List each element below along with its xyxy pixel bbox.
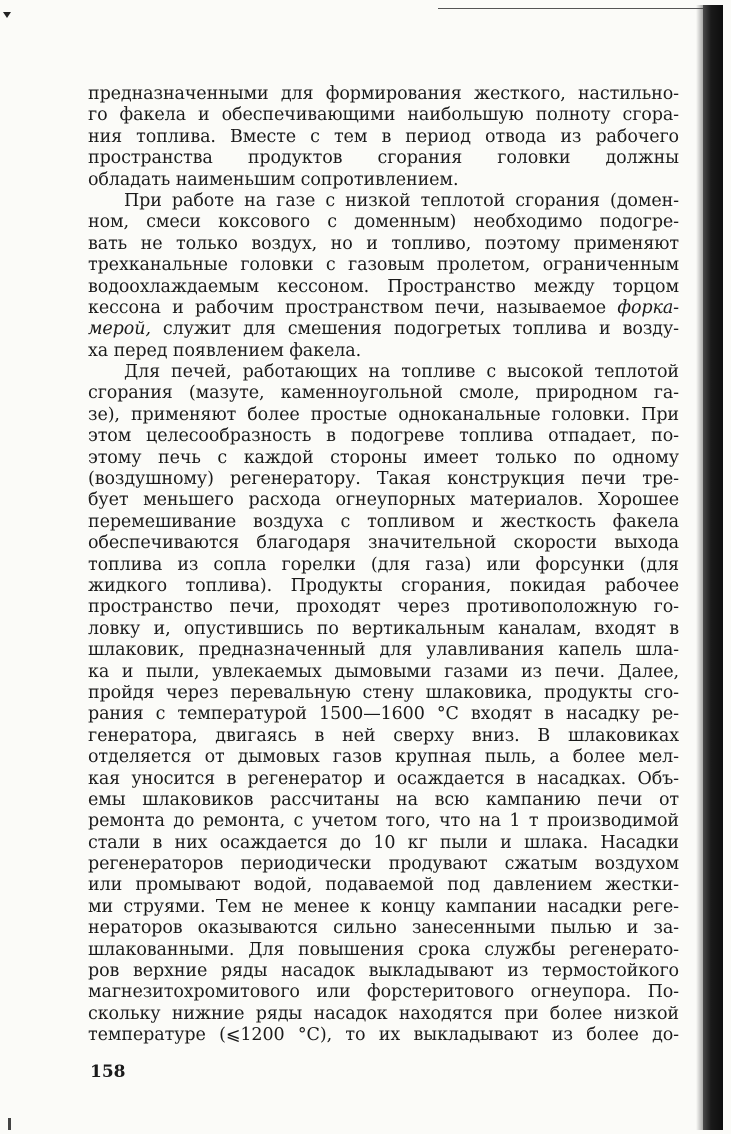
text-line: Для печей, работающих на топливе с высокой теплотой [124, 362, 679, 383]
text-line: стали в них осаждается до 10 кг пыли и шлака. Насадки [88, 832, 679, 853]
text-line: пространство печи, проходят через противоположную го- [88, 597, 679, 618]
text-line: кая уносится в регенератор и осаждается в насадках. Объ- [88, 768, 679, 789]
text-line: бует меньшего расхода огнеупорных материалов. Хорошее [88, 490, 679, 511]
text-line: этому печь с каждой стороны имеет только по одному [88, 447, 679, 468]
text-line: предназначенными для формирования жесткого, настильно- [88, 84, 679, 104]
text-line: этом целесообразность в подогреве топлива отпадает, по- [88, 426, 679, 447]
text-line: пространства продуктов сгорания головки должны [88, 148, 679, 169]
text-line: ловку и, опустившись по вертикальным каналам, входят в [88, 618, 679, 639]
text-line: магнезитохромитового или форстеритового огнеупора. По- [88, 982, 679, 1003]
text-line: жидкого топлива). Продукты сгорания, покидая рабочее [88, 575, 679, 596]
text-line: ха перед появлением факела. [88, 340, 362, 361]
text-line: шлакованными. Для повышения срока службы регенерато- [88, 939, 679, 960]
text-line: температуре (⩽1200 °С), то их выкладывают из более до- [88, 1025, 679, 1046]
text-segment: кессона и рабочим пространством печи, называемое [88, 297, 618, 318]
text-line: зе), применяют более простые одноканальные головки. При [88, 404, 679, 425]
text-line: или промывают водой, подаваемой под давлением жестки- [88, 875, 679, 896]
text-line: ном, смеси коксового с доменным) необходимо подогре- [88, 212, 679, 233]
text-line: ми струями. Тем не менее к концу кампании насадки реге- [88, 896, 679, 917]
italic-term: мерой, [88, 319, 151, 340]
text-line: регенераторов периодически продувают сжатым воздухом [88, 854, 679, 875]
top-rule [438, 8, 703, 9]
text-line: ния топлива. Вместе с тем в период отвода из рабочего [88, 126, 679, 147]
text-line: отделяется от дымовых газов крупная пыль, а более мел- [88, 747, 679, 768]
page-edge-binding [703, 5, 723, 1130]
text-line: генератора, двигаясь в ней сверху вниз. В шлаковиках [88, 725, 679, 746]
text-line: ка и пыли, увлекаемых дымовыми газами из печи. Далее, [88, 661, 679, 682]
text-line: обладать наименьшим сопротивлением. [88, 169, 459, 190]
text-line: ров верхние ряды насадок выкладывают из термостойкого [88, 961, 679, 982]
text-line: При работе на газе с низкой теплотой сгорания (домен- [124, 190, 679, 211]
text-line: обеспечиваются благодаря значительной скорости выхода [88, 533, 679, 554]
text-line: трехканальные головки с газовым пролетом, ограниченным [88, 255, 679, 276]
text-line [88, 319, 679, 340]
text-line: ремонта до ремонта, с учетом того, что на 1 т производимой [88, 811, 679, 832]
text-line: скольку нижние ряды насадок находятся при более низкой [88, 1003, 679, 1024]
text-line: перемешивание воздуха с топливом и жесткость факела [88, 511, 679, 532]
text-line: нераторов оказываются сильно занесенными пылью и за- [88, 918, 679, 939]
text-line: го факела и обеспечивающими наибольшую полноту сгора- [88, 105, 679, 126]
text-line: топлива из сопла горелки (для газа) или форсунки (для [88, 554, 679, 575]
text-segment: служит для смешения подогретых топлива и возду- [150, 319, 679, 340]
italic-term: форка- [617, 297, 679, 318]
text-line: емы шлаковиков рассчитаны на всю кампанию печи от [88, 789, 679, 810]
text-line: сгорания (мазуте, каменноугольной смоле, природном га- [88, 383, 679, 404]
text-line [88, 298, 679, 319]
text-line: шлаковик, предназначенный для улавливания капель шла- [88, 640, 679, 661]
page-number: 158 [90, 1062, 126, 1082]
body-text [88, 84, 679, 1047]
text-line: пройдя через перевальную стену шлаковика, продукты сго- [88, 682, 679, 703]
text-line: рания с температурой 1500—1600 °С входят в насадку ре- [88, 704, 679, 725]
text-line: водоохлаждаемым кессоном. Пространство между торцом [88, 276, 679, 297]
corner-arrow-icon [3, 12, 11, 18]
scan-mark-icon [8, 1118, 11, 1130]
text-line: (воздушному) регенератору. Такая конструкция печи тре- [88, 469, 679, 490]
text-line: вать не только воздух, но и топливо, поэтому применяют [88, 233, 679, 254]
